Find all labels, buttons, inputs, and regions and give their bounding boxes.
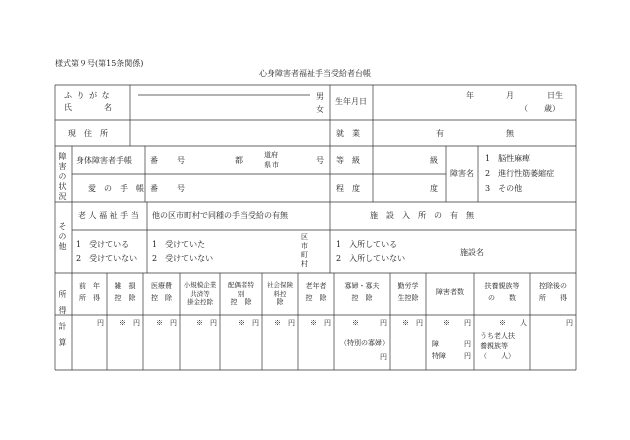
kenshi-ken: 県 [264,161,271,169]
income-col-7-l2: 控 除 [305,294,327,302]
special-widow-label: （特別の寡婦） [340,339,389,347]
tokusho-label: 特障 [432,352,446,360]
grade-label: 等 級 [336,156,360,165]
same-type-label: 他の区市町村で同種の手当受給の有無 [152,211,288,220]
income-col-1-l1: 前 年 [79,282,100,290]
income-unit-2: ※ 円 [119,319,140,327]
facility-label: 施 設 入 所 の 有 無 [370,211,474,220]
go-char: 号 [316,156,324,165]
income-col-5-l2: 控 除 [230,298,252,306]
employment-no[interactable]: 無 [506,129,514,138]
page-title: 心身障害者福祉手当受給者台帳 [259,69,371,78]
income-unit-8: ※ 円 [352,319,387,327]
name-label: 氏 名 [64,103,112,112]
facility-option-2[interactable]: 2 入所していない [336,254,406,263]
special-widow-unit: 円 [380,353,387,361]
income-col-2-l2: 控 除 [114,294,136,302]
income-unit-4: ※ 円 [196,319,217,327]
income-col-4-l2: 掛金控除 [187,298,213,306]
income-col-12-l2: 所 得 [539,294,567,302]
name-field[interactable] [140,97,310,115]
birth-month: 月 [506,91,514,100]
gender-female[interactable]: 女 [316,105,324,114]
do-char: 度 [430,184,438,193]
income-col-11-l1: 扶養親族等 [484,282,520,290]
income-unit-11: ※ 人 [499,319,527,327]
kenshi-shi: 市 [272,161,279,169]
gender-male[interactable]: 男 [316,92,324,101]
income-unit-1: 円 [97,319,104,327]
dofu-char: 道府 [264,151,278,159]
income-col-12-l1: 控除後の [539,282,567,290]
degree-label: 程 度 [336,184,360,193]
elderly-dependents-count: （ 人） [480,352,515,360]
employment-label: 就 業 [336,129,360,138]
income-col-4-l1: 小規模企業共済等 [183,281,217,298]
to-char: 都 [235,156,243,165]
income-col-6-l1: 社会保険料控 [267,281,293,298]
income-section-label: 所得計算 [58,290,67,354]
income-col-3-l2: 控 除 [151,294,172,302]
birth-label: 生年月日 [335,97,367,106]
birth-year: 年 [466,91,474,100]
disability-option-2[interactable]: 2 進行性筋萎縮症 [485,169,555,178]
elderly-dependents-line1: うち老人扶 [480,332,515,340]
elderly-allowance-label: 老 人 福 祉 手 当 [78,211,139,220]
disability-option-1[interactable]: 1 脳性麻痺 [485,154,531,163]
income-unit-7: ※ 円 [310,319,331,327]
income-unit-10: ※ 円 [443,319,471,327]
address-field[interactable] [132,122,328,144]
income-col-10-l1: 障害者数 [436,288,464,296]
income-unit-9: ※ 円 [402,319,423,327]
disability-section-label: 障害の状況 [58,152,67,202]
form-number: 様式第９号(第15条関係) [55,59,144,68]
physical-number-label: 番 号 [150,156,186,165]
income-unit-12: 円 [566,319,573,327]
municipality-ku: 区 [301,233,308,241]
same-type-option-2[interactable]: 2 受けていない [152,254,214,263]
disability-name-label: 障害名 [450,169,474,178]
municipality-son: 村 [301,260,308,268]
elderly-dependents-line2: 養親族等 [480,342,508,350]
disability-option-3[interactable]: 3 その他 [485,184,523,193]
ai-number-label: 番 号 [150,184,186,193]
income-col-9-l2: 生控除 [397,294,419,302]
elderly-option-2[interactable]: 2 受けていない [76,254,138,263]
income-col-11-l2: の 数 [488,294,516,302]
tokusho-unit: 円 [464,352,471,360]
shogai-label: 障 [432,340,439,348]
employment-yes[interactable]: 有 [436,129,444,138]
address-label: 現 住 所 [68,129,108,138]
municipality-shi: 市 [301,242,308,250]
physical-handbook-label: 身体障害者手帳 [76,156,132,165]
shogai-unit: 円 [464,340,471,348]
income-col-8-l1: 寡婦・寡夫 [344,282,380,290]
income-col-2-l1: 雑 損 [114,282,136,290]
income-col-1-l2: 所 得 [79,294,100,302]
kyu-char: 級 [430,156,438,165]
furigana-label: ふ り が な [64,91,111,100]
income-unit-3: ※ 円 [156,319,177,327]
elderly-option-1[interactable]: 1 受けている [76,240,130,249]
income-unit-6: ※ 円 [274,319,295,327]
birth-day: 日生 [547,91,563,100]
ai-handbook-label: 愛 の 手 帳 [88,184,144,193]
income-unit-5: ※ 円 [238,319,259,327]
income-col-8-l2: 控 除 [351,294,373,302]
income-col-3-l1: 医療費 [151,282,172,290]
income-col-5-l1: 配偶者特 別 [228,281,261,298]
age-field: （ 歳） [520,104,560,113]
municipality-cho: 町 [301,251,308,259]
income-col-6-l2: 除 [276,298,284,306]
same-type-option-1[interactable]: 1 受けていた [152,240,206,249]
income-col-7-l1: 老年者 [305,282,327,290]
facility-option-1[interactable]: 1 入所している [336,240,398,249]
facility-name-label: 施設名 [460,248,484,257]
income-col-9-l1: 勤労学 [397,282,419,290]
other-section-label: その他 [58,222,67,252]
